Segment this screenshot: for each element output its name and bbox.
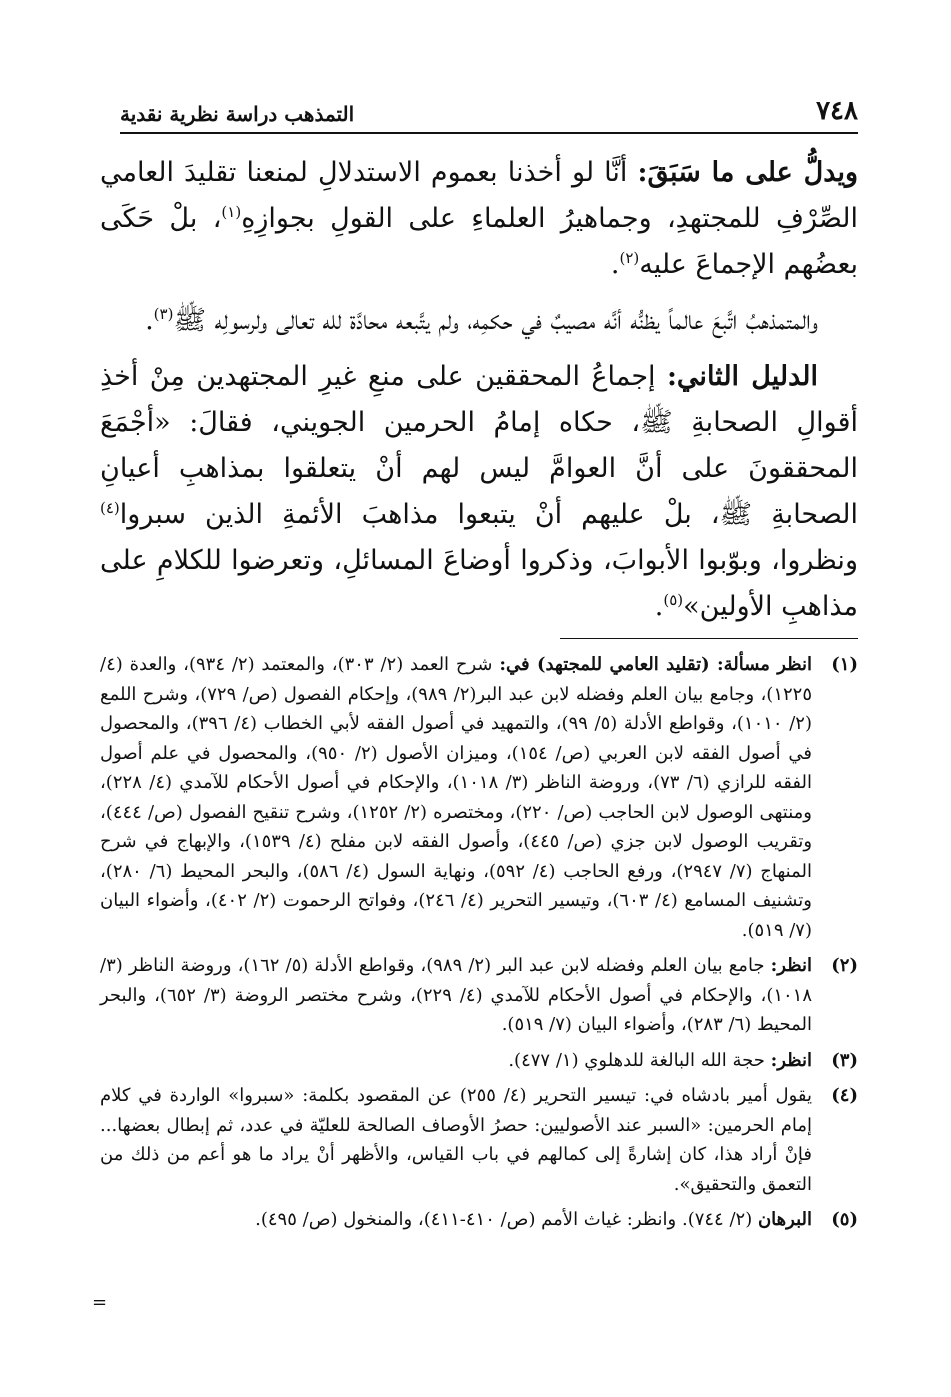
footnote-number: (١)	[831, 654, 858, 675]
footnote-number: (٥)	[831, 1209, 858, 1230]
footnote-3	[100, 1046, 858, 1076]
paragraph-text: ونظروا، وبوّبوا الأبوابَ، وذكروا أوضاعَ المسائلِ، وتعرضوا للكلامِ على مذاهبِ الأولين»	[100, 545, 858, 622]
footnote-text	[100, 1046, 812, 1076]
continuation-mark: =	[92, 1292, 108, 1313]
paragraph-text: أنَّا لو أخذنا بعموم الاستدلالِ لمنعنا تقليدَ العامي الصِّرْفِ للمجتهدِ، وجماهيرُ العلماءِ على القولِ بجوازِهِ	[100, 157, 858, 234]
footnote-text	[100, 951, 812, 1040]
page-number: ٧٤٨	[816, 96, 858, 126]
paragraph-text: والمتمذهبُ اتَّبعَ عالماً يظنُّه أنَّه مصيبٌ في حكمِه، ولم يتَّبعه محادَّة لله تعالى ولرسولِه ﷺ	[173, 305, 818, 336]
footnote-body: يقول أمير بادشاه في: تيسير التحرير (٤/ ٢٥٥) عن المقصود بكلمة: «سبروا» الواردة في كلام إمام الحرمين: «السبر عند الأصوليين: حصرُ الأوصاف الصالحة للعليّة في عدد، ثم إبطال بعضها... فإنْ أراد هذا، كان إشارةً إلى كمالهم في باب القياس، والأظهر أنْ يراد ما هو أعم من ذلك من التعمق والتحقيق».	[100, 1085, 812, 1195]
footnote-number: (٢)	[831, 955, 858, 976]
paragraph-1	[100, 150, 858, 288]
main-text	[100, 150, 858, 640]
paragraph-3	[100, 354, 858, 630]
footnote-lead: انظر:	[770, 955, 812, 976]
footnote-body: (٢/ ٧٤٤). وانظر: غياث الأمم (ص/ ٤١٠-٤١١)، والمنخول (ص/ ٤٩٥).	[255, 1209, 758, 1230]
paragraph-text: .	[610, 249, 620, 280]
paragraph-lead: ويدلُّ على ما سَبَقَ:	[637, 157, 858, 188]
footnote-ref-3[interactable]: (٣)	[153, 305, 174, 323]
footnote-text	[100, 1205, 812, 1235]
footnote-2	[100, 951, 858, 1040]
footnote-ref-5[interactable]: (٥)	[663, 591, 684, 609]
running-title: التمذهب دراسة نظرية نقدية	[120, 102, 355, 126]
footnote-text	[100, 1081, 812, 1199]
footnote-4	[100, 1081, 858, 1199]
footnote-lead: انظر مسألة: (تقليد العامي للمجتهد) في:	[499, 654, 812, 675]
paragraph-text: إجماعُ المحققين على منعِ غيرِ المجتهدين مِنْ أخذِ أقوالِ الصحابةِ ﷺ، حكاه إمامُ الحرمين الجويني، فقالَ: «أجْمَعَ المحققونَ على أنَّ العوامَّ ليس لهم أنْ يتعلقوا بمذاهبِ أعيانِ الصحابةِ ﷺ، بلْ عليهم أنْ يتبعوا مذاهبَ الأئمةِ الذين سبروا	[100, 361, 858, 530]
footnote-text	[100, 650, 812, 945]
paragraph-lead: الدليل الثاني:	[666, 361, 818, 392]
paragraph-text: .	[145, 305, 154, 336]
footnote-ref-4[interactable]: (٤)	[100, 499, 120, 517]
footnote-body: جامع بيان العلم وفضله لابن عبد البر (٢/ ٩٨٩)، وقواطع الأدلة (٥/ ١٦٢)، وروضة الناظر (٣/ ١٠١٨)، والإحكام في أصول الأحكام للآمدي (٤/ ٢٢٩)، وشرح مختصر الروضة (٣/ ٦٥٢)، والبحر المحيط (٦/ ٢٨٣)، وأضواء البيان (٧/ ٥١٩).	[100, 955, 813, 1035]
footnote-ref-2[interactable]: (٢)	[619, 249, 640, 267]
paragraph-text: .	[654, 591, 664, 622]
footnote-lead: البرهان	[757, 1209, 812, 1230]
footnote-1	[100, 650, 858, 945]
footnote-number: (٤)	[831, 1085, 858, 1106]
page-header	[120, 96, 858, 134]
footnote-5	[100, 1205, 858, 1235]
footnotes	[100, 650, 858, 1241]
footnote-number: (٣)	[831, 1049, 858, 1071]
paragraph-2	[100, 298, 858, 344]
footnote-body: شرح العمد (٢/ ٣٠٣)، والمعتمد (٢/ ٩٣٤)، والعدة (٤/ ١٢٢٥)، وجامع بيان العلم وفضله لابن عبد البر(٢/ ٩٨٩)، وإحكام الفصول (ص/ ٧٢٩)، وشرح اللمع (٢/ ١٠١٠)، وقواطع الأدلة (٥/ ٩٩)، والتمهيد في أصول الفقه لأبي الخطاب (٤/ ٣٩٦)، والمحصول في أصول الفقه لابن العربي (ص/ ١٥٤)، وميزان الأصول (٢/ ٩٥٠)، والمحصول في علم أصول الفقه للرازي (٦/ ٧٣)، وروضة الناظر (٣/ ١٠١٨)، والإحكام في أصول الأحكام للآمدي (٤/ ٢٢٨)، ومنتهى الوصول لابن الحاجب (ص/ ٢٢٠)، ومختصره (٢/ ١٢٥٢)، وشرح تنقيح الفصول (ص/ ٤٤٤)، وتقريب الوصول لابن جزي (ص/ ٤٤٥)، وأصول الفقه لابن مفلح (٤/ ١٥٣٩)، والإبهاج في شرح المنهاج (٧/ ٢٩٤٧)، ورفع الحاجب (٤/ ٥٩٢)، ونهاية السول (٤/ ٥٨٦)، والبحر المحيط (٦/ ٢٨٠)، وتشنيف المسامع (٤/ ٦٠٣)، وتيسير التحرير (٤/ ٢٤٦)، وفواتح الرحموت (٢/ ٤٠٢)، وأضواء البيان (٧/ ٥١٩).	[100, 654, 813, 941]
footnote-separator	[560, 638, 858, 639]
footnote-body: حجة الله البالغة للدهلوي (١/ ٤٧٧).	[508, 1049, 771, 1071]
footnote-lead: انظر:	[770, 1049, 812, 1071]
paragraph-text: ، بلْ حَكَى بعضُهم الإجماعَ عليه	[100, 203, 858, 280]
footnote-ref-1[interactable]: (١)	[221, 203, 242, 221]
